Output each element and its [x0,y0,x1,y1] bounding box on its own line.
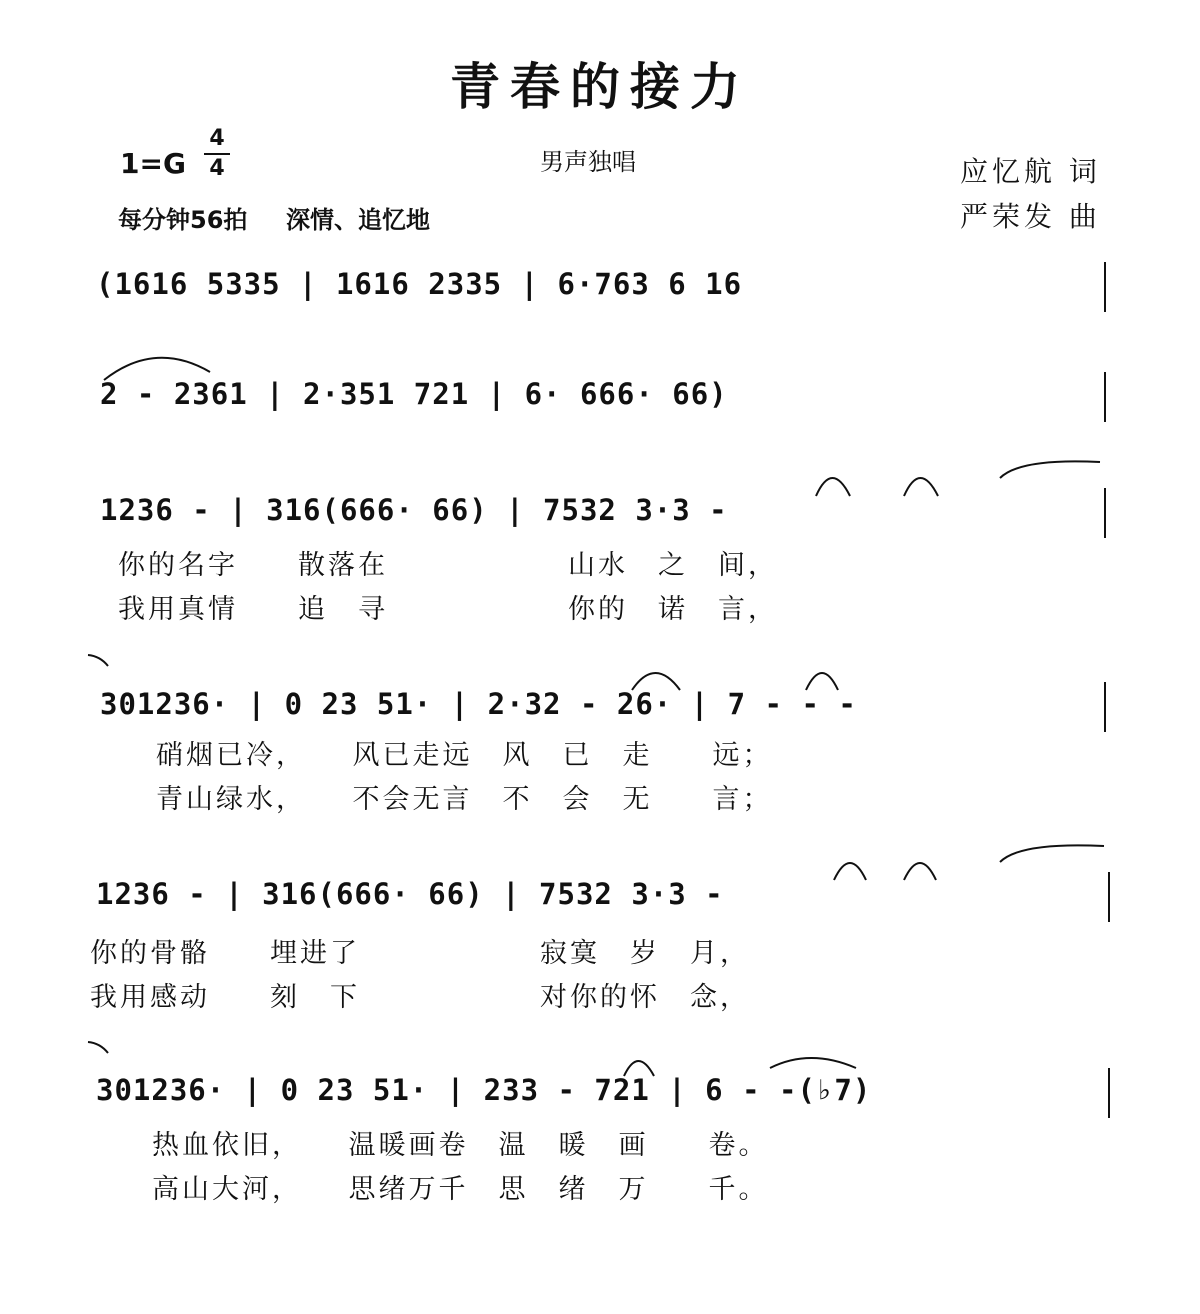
slur-mark [904,478,938,496]
lyric-row-4-verse-1: 硝烟已冷， 风已走远 风 已 走 远； [156,740,773,771]
tie-mark [88,1042,108,1053]
slur-mark [904,863,936,880]
lyric-row-5-verse-2: 我用感动 刻 下 对你的怀 念， [90,982,750,1013]
slur-mark [834,863,866,880]
tie-mark [1000,461,1100,478]
notation-row-1: (1616 5335 | 1616 2335 | 6·763 6 16 [96,267,743,301]
notation-row-6: 301236· | 0 23 51· | 233 - 721 | 6 - -(♭7) [96,1073,872,1107]
expression-marking: 深情、追忆地 [286,206,430,234]
triplet-bracket [770,1058,856,1068]
tempo-marking: 每分钟56拍 [118,206,248,234]
notation-row-4: 301236· | 0 23 51· | 2·32 - 26· | 7 - - - [100,687,857,721]
performance-type: 男声独唱 [540,148,636,176]
composer-credit: 严荣发 曲 [960,200,1101,233]
lyric-row-3-verse-1: 你的名字 散落在 山水 之 间， [118,550,778,581]
bar-line [1104,372,1106,422]
song-title: 青春的接力 [450,57,750,116]
tie-mark [1000,845,1104,862]
lyric-row-4-verse-2: 青山绿水， 不会无言 不 会 无 言； [156,784,773,815]
lyric-row-6-verse-1: 热血依旧， 温暖画卷 温 暖 画 卷。 [152,1130,769,1161]
notation-row-5: 1236 - | 316(666· 66) | 7532 3·3 - [96,877,724,911]
lyric-row-3-verse-2: 我用真情 追 寻 你的 诺 言， [118,594,778,625]
bar-line [1108,872,1110,922]
time-signature-top: 4 [209,126,225,151]
lyric-row-6-verse-2: 高山大河， 思绪万千 思 绪 万 千。 [152,1174,769,1205]
lyricist-credit: 应忆航 词 [960,155,1101,188]
bar-line [1104,682,1106,732]
bar-line [1108,1068,1110,1118]
time-signature [204,128,230,180]
slur-mark [816,478,850,496]
bar-line [1104,488,1106,538]
notation-row-2: 2 - 2361 | 2·351 721 | 6· 666· 66) [100,377,728,411]
lyric-row-5-verse-1: 你的骨骼 埋进了 寂寞 岁 月， [90,938,750,969]
tie-mark [88,655,108,666]
key-signature: 1=G [120,147,186,180]
notation-row-3: 1236 - | 316(666· 66) | 7532 3·3 - [100,493,728,527]
time-signature-bottom: 4 [209,156,225,181]
bar-line [1104,262,1106,312]
